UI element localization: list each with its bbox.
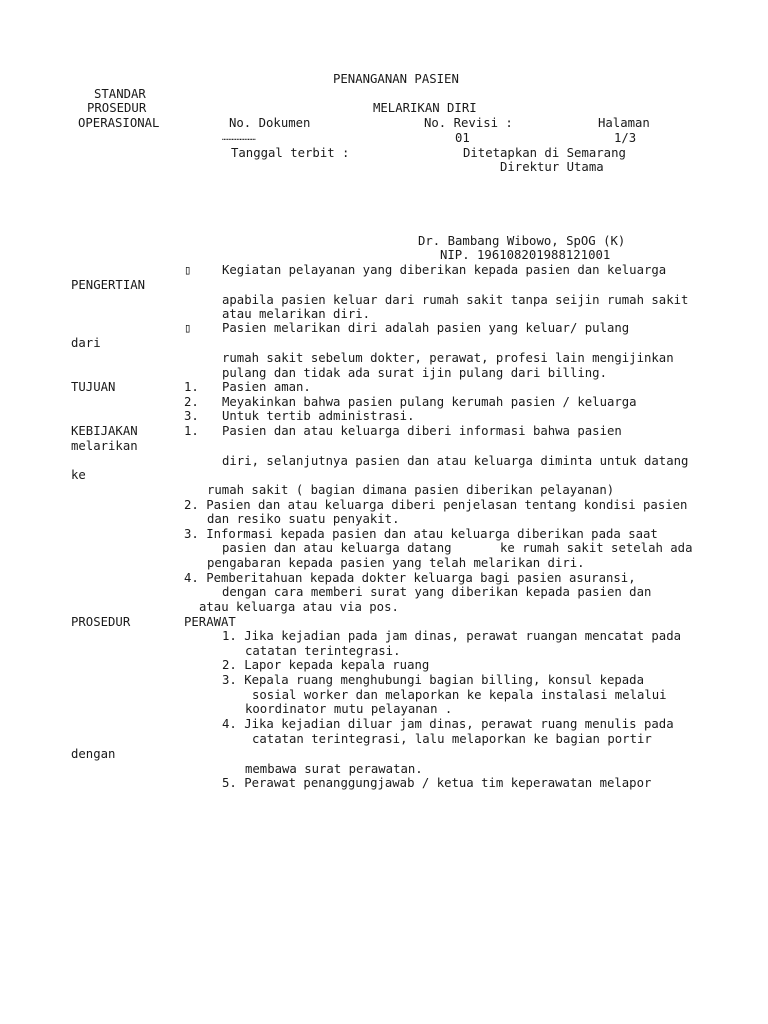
kebijakan-i3-line1: 3. Informasi kepada pasien dan atau keluarga diberikan pada saat: [184, 527, 658, 541]
document-number-label: No. Dokumen: [229, 116, 311, 130]
prosedur-subheading: PERAWAT: [184, 615, 236, 629]
kebijakan-i2-line1: 2. Pasien dan atau keluarga diberi penjelasan tentang kondisi pasien: [184, 498, 688, 512]
tujuan-item-text: Untuk tertib administrasi.: [222, 409, 415, 423]
prosedur-s3-line3: koordinator mutu pelayanan .: [245, 702, 453, 716]
revision-number-label: No. Revisi :: [424, 116, 513, 130]
kebijakan-item-number: 1.: [184, 424, 199, 438]
established-in: Ditetapkan di Semarang: [463, 146, 626, 160]
bullet-icon: ▯: [184, 321, 192, 335]
prosedur-s4-line3: membawa surat perawatan.: [245, 762, 423, 776]
kebijakan-i2-line2: dan resiko suatu penyakit.: [207, 512, 400, 526]
prosedur-s2-line1: 2. Lapor kepada kepala ruang: [222, 658, 430, 672]
kebijakan-i3-line2b: ke rumah sakit setelah ada: [500, 541, 693, 555]
pengertian-p2-line3: pulang dan tidak ada surat ijin pulang dari billing.: [222, 366, 607, 380]
sop-label-line2: PROSEDUR: [87, 101, 147, 115]
kebijakan-i1-line2: diri, selanjutnya pasien dan atau keluarga diminta untuk datang: [222, 454, 689, 468]
issue-date-label: Tanggal terbit :: [231, 146, 350, 160]
section-label-prosedur: PROSEDUR: [71, 615, 131, 629]
signer-name: Dr. Bambang Wibowo, SpOG (K): [418, 234, 626, 248]
bullet-icon: ▯: [184, 263, 192, 277]
pengertian-p1-line3: atau melarikan diri.: [222, 307, 371, 321]
pengertian-p2-line2: rumah sakit sebelum dokter, perawat, profesi lain mengijinkan: [222, 351, 674, 365]
pengertian-p2-line1: Pasien melarikan diri adalah pasien yang keluar/ pulang: [222, 321, 630, 335]
pengertian-p1-line2: apabila pasien keluar dari rumah sakit tanpa seijin rumah sakit: [222, 293, 689, 307]
kebijakan-i3-line3: pengabaran kepada pasien yang telah melarikan diri.: [207, 556, 585, 570]
tujuan-item-number: 1.: [184, 380, 199, 394]
prosedur-s3-line1: 3. Kepala ruang menghubungi bagian billing, konsul kepada: [222, 673, 644, 687]
prosedur-s4-line1: 4. Jika kejadian diluar jam dinas, perawat ruang menulis pada: [222, 717, 674, 731]
kebijakan-orphan2: ke: [71, 468, 86, 482]
director-title: Direktur Utama: [500, 160, 604, 174]
tujuan-item-text: Meyakinkan bahwa pasien pulang kerumah pasien / keluarga: [222, 395, 637, 409]
kebijakan-i4-line3: atau keluarga atau via pos.: [199, 600, 399, 614]
kebijakan-i3-line2a: pasien dan atau keluarga datang: [222, 541, 452, 555]
revision-number-value: 01: [455, 131, 470, 145]
section-label-kebijakan: KEBIJAKAN: [71, 424, 138, 438]
sop-label-line1: STANDAR: [94, 87, 146, 101]
prosedur-s1-line2: catatan terintegrasi.: [245, 644, 401, 658]
prosedur-orphan: dengan: [71, 747, 116, 761]
sop-label-line3: OPERASIONAL: [78, 116, 160, 130]
section-label-tujuan: TUJUAN: [71, 380, 116, 394]
page-number-value: 1/3: [614, 131, 637, 145]
document-title-line1: PENANGANAN PASIEN: [333, 72, 459, 86]
prosedur-s3-line2: sosial worker dan melaporkan ke kepala instalasi melalui: [252, 688, 667, 702]
pengertian-p1-line1: Kegiatan pelayanan yang diberikan kepada pasien dan keluarga: [222, 263, 667, 277]
pengertian-p2-orphan: dari: [71, 336, 101, 350]
signer-nip: NIP. 196108201988121001: [440, 248, 611, 262]
tujuan-item-number: 2.: [184, 395, 199, 409]
tujuan-item-number: 3.: [184, 409, 199, 423]
kebijakan-i4-line2: dengan cara memberi surat yang diberikan kepada pasien dan: [222, 585, 652, 599]
kebijakan-i4-line1: 4. Pemberitahuan kepada dokter keluarga bagi pasien asuransi,: [184, 571, 636, 585]
kebijakan-orphan1: melarikan: [71, 439, 138, 453]
document-title-line2: MELARIKAN DIRI: [373, 101, 477, 115]
section-label-pengertian: PENGERTIAN: [71, 278, 146, 292]
prosedur-s1-line1: 1. Jika kejadian pada jam dinas, perawat ruangan mencatat pada: [222, 629, 682, 643]
kebijakan-i1-line1: Pasien dan atau keluarga diberi informasi bahwa pasien: [222, 424, 622, 438]
kebijakan-i1-line3: rumah sakit ( bagian dimana pasien diberikan pelayanan): [207, 483, 615, 497]
document-number-value: …………………: [222, 133, 256, 142]
tujuan-item-text: Pasien aman.: [222, 380, 311, 394]
prosedur-s5-line1: 5. Perawat penanggungjawab / ketua tim keperawatan melapor: [222, 776, 652, 790]
prosedur-s4-line2: catatan terintegrasi, lalu melaporkan ke bagian portir: [252, 732, 652, 746]
page-label: Halaman: [598, 116, 650, 130]
